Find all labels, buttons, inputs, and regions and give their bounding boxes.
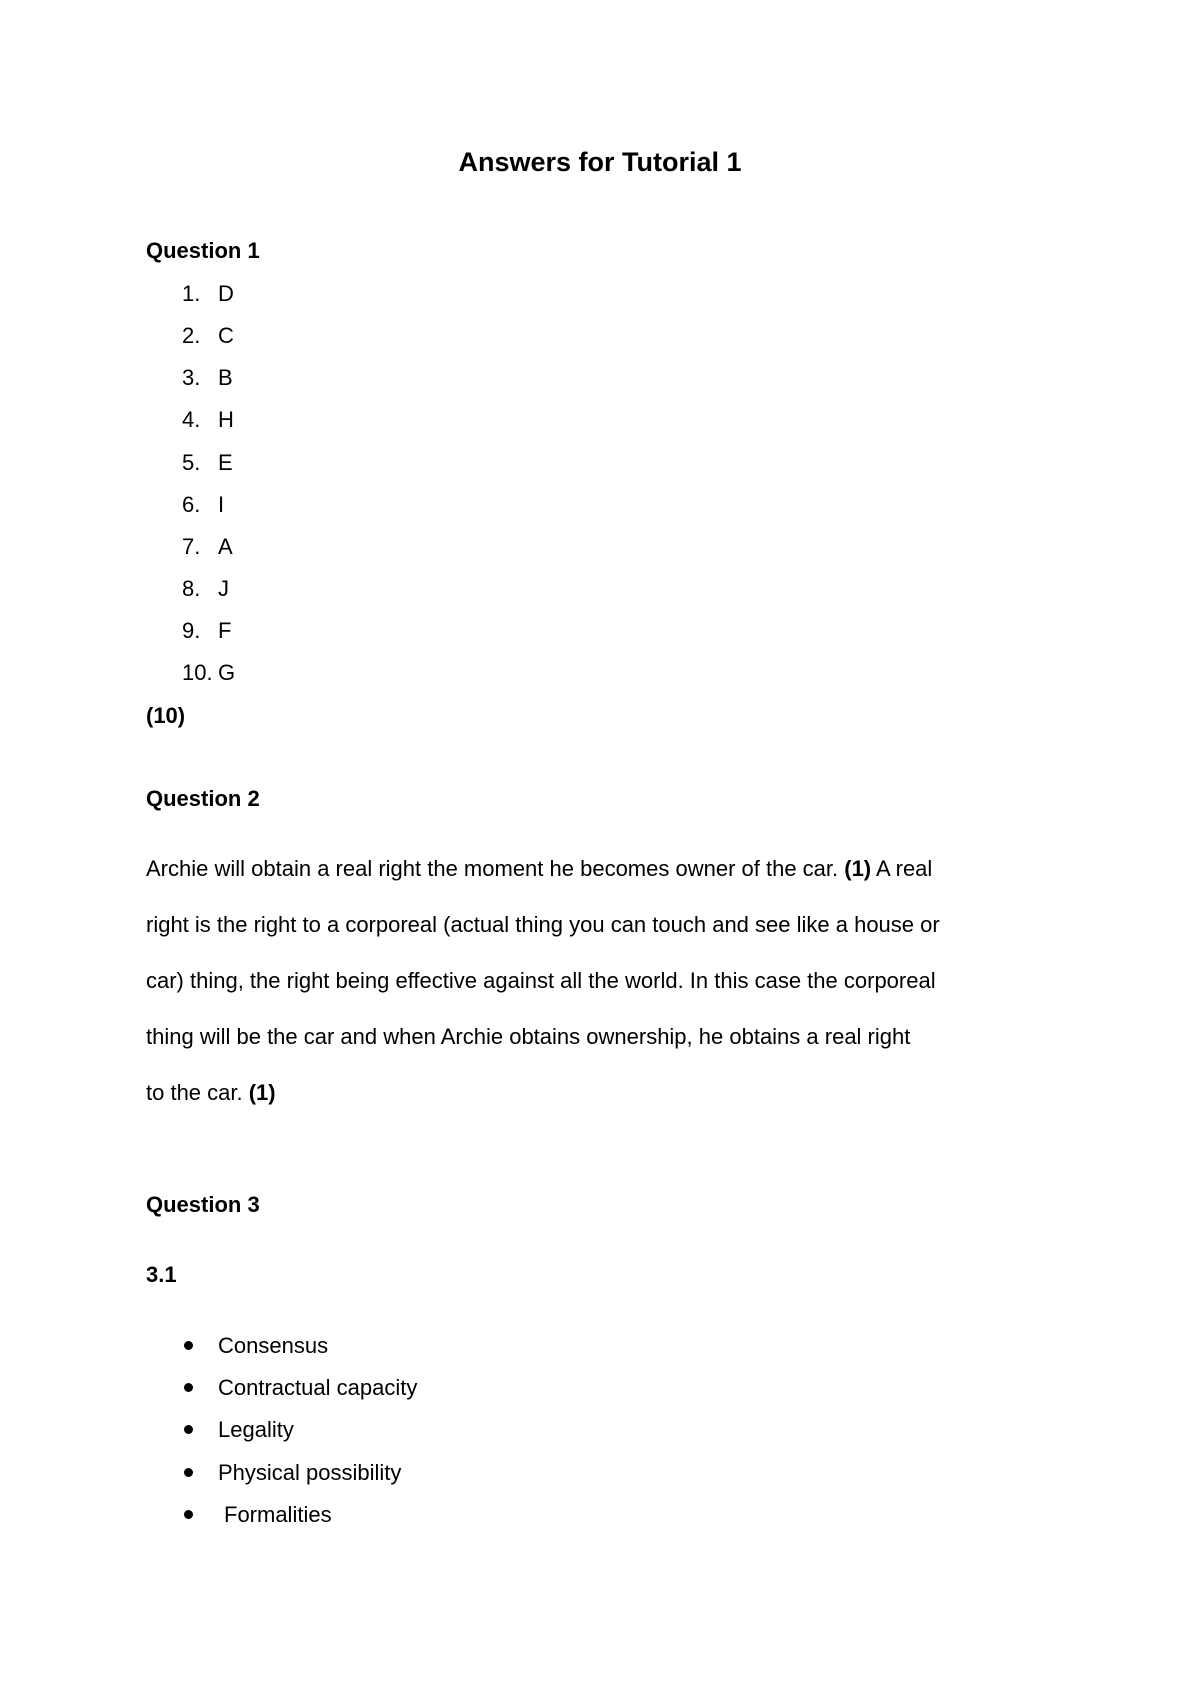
list-item-answer: A (218, 534, 233, 559)
list-item-answer: B (218, 365, 233, 390)
question-3-heading: Question 3 (146, 1192, 260, 1217)
bullet-icon (184, 1468, 193, 1477)
list-item-number: 7. (182, 534, 201, 559)
paragraph-line: car) thing, the right being effective against all the world. In this case the corporeal (146, 968, 936, 993)
mark-allocation: (1) (248, 1080, 276, 1105)
list-item-number: 2. (182, 323, 201, 348)
list-item-answer: F (218, 618, 232, 643)
list-item-number: 6. (182, 492, 201, 517)
paragraph-text: to the car. (146, 1080, 249, 1105)
list-item-number: 5. (182, 450, 201, 475)
list-item-answer: I (218, 492, 225, 517)
paragraph-line (146, 1080, 276, 1106)
mark-allocation: (1) (844, 856, 872, 881)
list-item-number: 9. (182, 618, 201, 643)
question-2-heading: Question 2 (146, 786, 260, 811)
page-title: Answers for Tutorial 1 (458, 147, 742, 177)
bullet-icon (184, 1425, 193, 1434)
bullet-text: Consensus (218, 1333, 329, 1358)
bullet-text: Formalities (224, 1502, 332, 1527)
list-item-answer: C (218, 323, 234, 348)
question-1-heading: Question 1 (146, 238, 260, 263)
list-item-number: 8. (182, 576, 201, 601)
bullet-icon (184, 1383, 193, 1392)
list-item-answer: E (218, 450, 233, 475)
list-item-number: 1. (182, 281, 201, 306)
list-item-answer: J (218, 576, 229, 601)
paragraph-text: Archie will obtain a real right the moment he becomes owner of the car. (146, 856, 845, 881)
paragraph-line: right is the right to a corporeal (actual thing you can touch and see like a house or (146, 912, 940, 937)
paragraph-text: A real (871, 856, 933, 881)
paragraph-line: thing will be the car and when Archie obtains ownership, he obtains a real right (146, 1024, 911, 1049)
list-item-answer: H (218, 407, 234, 432)
bullet-text: Contractual capacity (218, 1375, 418, 1400)
list-item-number: 10. (182, 660, 213, 685)
bullet-icon (184, 1510, 193, 1519)
list-item-answer: D (218, 281, 234, 306)
paragraph-line (146, 856, 932, 882)
bullet-text: Legality (218, 1417, 294, 1442)
question-3-1-heading: 3.1 (146, 1262, 177, 1287)
list-item-number: 4. (182, 407, 201, 432)
list-item-number: 3. (182, 365, 201, 390)
bullet-text: Physical possibility (218, 1460, 402, 1485)
bullet-icon (184, 1341, 193, 1350)
list-item-answer: G (218, 660, 236, 685)
question-1-marks: (10) (146, 703, 186, 728)
